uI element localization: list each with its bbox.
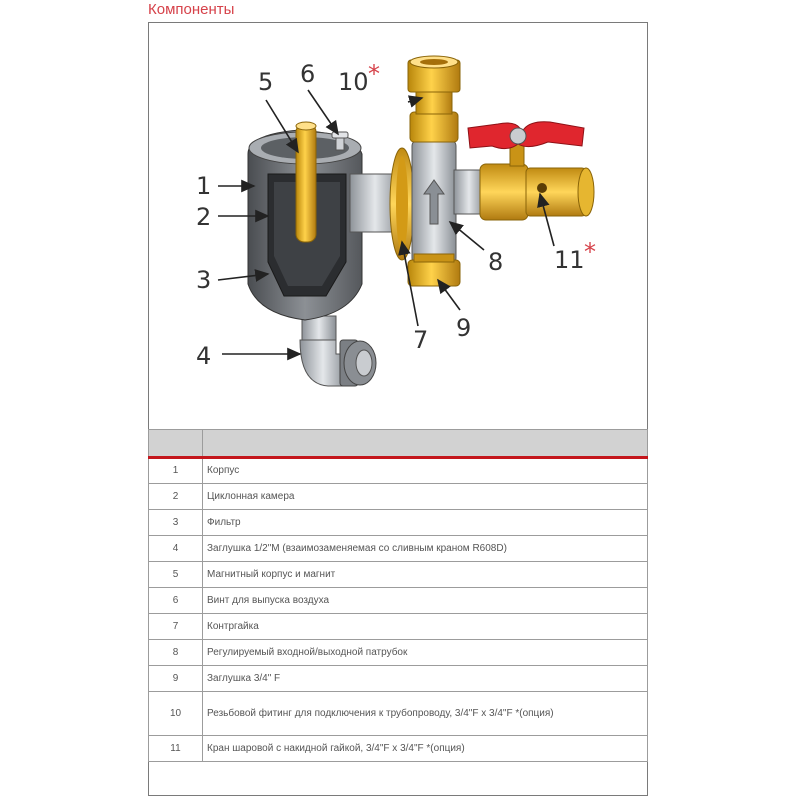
callout-1: 1 [196, 172, 212, 200]
row-description: Контргайка [203, 614, 648, 640]
table-row [149, 536, 648, 562]
filter-body [248, 122, 362, 320]
row-number: 11 [149, 736, 203, 762]
row-description: Заглушка 3/4" F [203, 666, 648, 692]
row-number: 10 [149, 692, 203, 736]
table-header-row [149, 430, 648, 458]
row-number: 3 [149, 510, 203, 536]
row-number: 6 [149, 588, 203, 614]
components-table [148, 429, 648, 762]
row-description: Кран шаровой с накидной гайкой, 3/4"F x 3/4"F *(опция) [203, 736, 648, 762]
table-row [149, 588, 648, 614]
component-diagram [150, 24, 646, 426]
callout-8: 8 [488, 248, 504, 276]
callout-10-asterisk: * [368, 60, 380, 88]
row-number: 1 [149, 458, 203, 484]
callout-11-asterisk: * [584, 238, 596, 266]
row-description: Регулируемый входной/выходной патрубок [203, 640, 648, 666]
table-row [149, 562, 648, 588]
callout-5: 5 [258, 68, 274, 96]
table-row [149, 484, 648, 510]
callout-10: 10 [338, 68, 369, 96]
callout-7: 7 [413, 326, 429, 354]
row-description: Корпус [203, 458, 648, 484]
callout-2: 2 [196, 203, 212, 231]
header-number [149, 430, 203, 458]
table-row [149, 692, 648, 736]
table-row [149, 736, 648, 762]
row-number: 8 [149, 640, 203, 666]
row-number: 5 [149, 562, 203, 588]
table-row [149, 614, 648, 640]
ball-valve [454, 122, 594, 220]
row-description: Заглушка 1/2"M (взаимозаменяемая со сливным краном R608D) [203, 536, 648, 562]
row-number: 2 [149, 484, 203, 510]
callout-11: 11 [554, 246, 585, 274]
table-row [149, 458, 648, 484]
row-number: 7 [149, 614, 203, 640]
row-number: 4 [149, 536, 203, 562]
header-description [203, 430, 648, 458]
row-description: Фильтр [203, 510, 648, 536]
callout-9: 9 [456, 314, 472, 342]
row-number: 9 [149, 666, 203, 692]
section-title: Компоненты [148, 1, 235, 18]
callout-3: 3 [196, 266, 212, 294]
table-row [149, 666, 648, 692]
bottom-plug [408, 254, 460, 286]
callout-4: 4 [196, 342, 212, 370]
table-row [149, 640, 648, 666]
callout-6: 6 [300, 60, 316, 88]
row-description: Циклонная камера [203, 484, 648, 510]
table-row [149, 510, 648, 536]
drain-plug [300, 316, 376, 386]
row-description: Винт для выпуска воздуха [203, 588, 648, 614]
adjustable-branch [412, 140, 456, 264]
row-description: Резьбовой фитинг для подключения к трубопроводу, 3/4"F x 3/4"F *(опция) [203, 692, 648, 736]
row-description: Магнитный корпус и магнит [203, 562, 648, 588]
